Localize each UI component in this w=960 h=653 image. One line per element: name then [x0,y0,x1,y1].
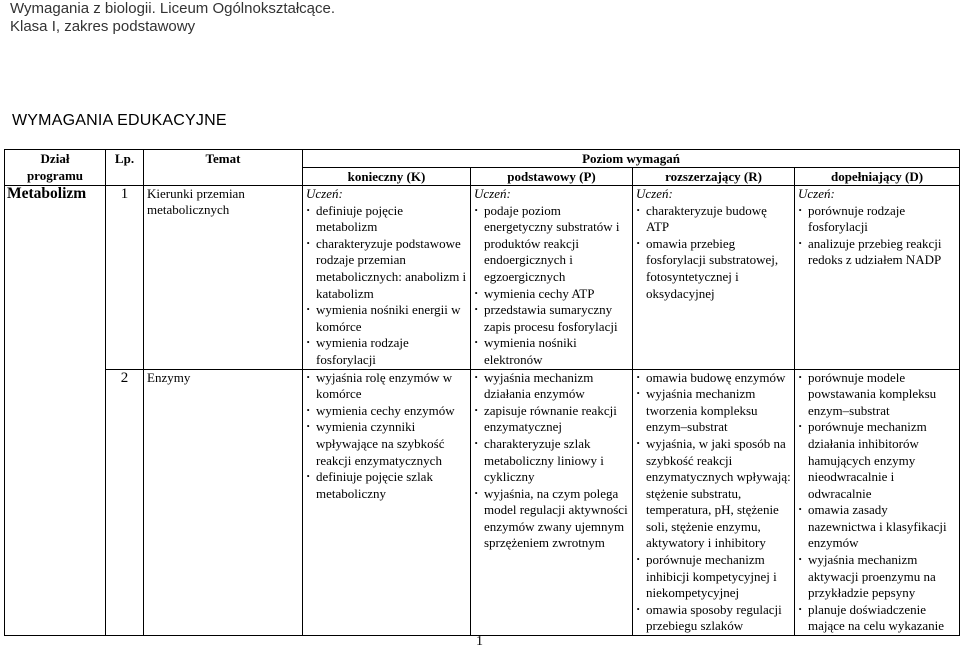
requirement-item: · wyjaśnia mechanizm działania enzymów [474,370,629,403]
requirement-item: · charakteryzuje szlak metaboliczny liniowy i cykliczny [474,436,629,486]
requirement-item: · wymienia czynniki wpływające na szybkość reakcji enzymatycznych [306,419,467,469]
requirement-item: · wymienia rodzaje fosforylacji [306,335,467,368]
requirement-item: · definiuje pojęcie szlak metaboliczny [306,469,467,502]
requirement-item: · wyjaśnia mechanizm tworzenia kompleksu enzym–substrat [636,386,791,436]
requirement-item: · omawia budowę enzymów [636,370,791,387]
cell-rozszerzajacy [633,369,795,636]
requirement-item: · przedstawia sumaryczny zapis procesu fosforylacji [474,302,629,335]
header-lp: Lp. [106,150,144,186]
cell-dopelniajacy [795,369,960,636]
requirement-item: · charakteryzuje budowę ATP [636,203,791,236]
header-dzial: Dział programu [5,150,106,186]
requirement-item: · zapisuje równanie reakcji enzymatycznej [474,403,629,436]
header-level-k: konieczny (K) [303,168,471,186]
uczen-label: Uczeń: [474,186,511,201]
requirement-item: · porównuje mechanizm działania inhibitorów hamujących enzymy nieodwracalnie i odwracalnie [798,419,956,502]
cell-rozszerzajacy [633,186,795,370]
requirement-item: · planuje doświadczenie mające na celu wykazanie [798,602,956,635]
table-header-row-1 [5,150,960,168]
header-level-d: dopełniający (D) [795,168,960,186]
cell-dopelniajacy [795,186,960,370]
requirement-item: · omawia zasady nazewnictwa i klasyfikacji enzymów [798,502,956,552]
section-cell: Metabolizm [5,186,106,636]
requirement-item: · podaje poziom energetyczny substratów i produktów reakcji endoergicznych i egzoergicznych [474,203,629,286]
row-topic: Kierunki przemian metabolicznych [144,186,303,370]
requirement-item: · omawia przebieg fosforylacji substratowej, fotosyntetycznej i oksydacyjnej [636,236,791,302]
requirement-item: · wyjaśnia, na czym polega model regulacji aktywności enzymów zwany ujemnym sprzężeniem zwrotnym [474,486,629,552]
uczen-label: Uczeń: [306,186,343,201]
cell-podstawowy [471,186,633,370]
requirement-item: · porównuje mechanizm inhibicji kompetycyjnej i niekompetycyjnej [636,552,791,602]
requirement-item: · porównuje rodzaje fosforylacji [798,203,956,236]
header-line-2: Klasa I, zakres podstawowy [10,18,196,35]
uczen-label: Uczeń: [636,186,673,201]
requirement-item: · omawia sposoby regulacji przebiegu szlaków [636,602,791,635]
header-line-1: Wymagania z biologii. Liceum Ogólnokształcące. [10,0,336,17]
requirement-item: · wyjaśnia mechanizm aktywacji proenzymu na przykładzie pepsyny [798,552,956,602]
requirement-item: · analizuje przebieg reakcji redoks z udziałem NADP [798,236,956,269]
requirement-item: · charakteryzuje podstawowe rodzaje przemian metabolicznych: anabolizm i katabolizm [306,236,467,302]
requirement-item: · porównuje modele powstawania kompleksu enzym–substrat [798,370,956,420]
cell-konieczny [303,186,471,370]
page-title: WYMAGANIA EDUKACYJNE [12,112,227,129]
row-number: 1 [106,186,144,370]
requirement-item: · wymienia cechy enzymów [306,403,467,420]
requirement-item: · wymienia nośniki elektronów [474,335,629,368]
header-level-r: rozszerzający (R) [633,168,795,186]
cell-podstawowy [471,369,633,636]
requirement-item: · wymienia nośniki energii w komórce [306,302,467,335]
row-number: 2 [106,369,144,636]
requirements-table [4,149,960,636]
requirement-item: · wyjaśnia rolę enzymów w komórce [306,370,467,403]
page-number: 1 [476,634,483,649]
document-header [10,0,335,36]
table-row [5,186,960,370]
cell-konieczny [303,369,471,636]
header-poziom: Poziom wymagań [303,150,960,168]
requirement-item: · definiuje pojęcie metabolizm [306,203,467,236]
uczen-label: Uczeń: [798,186,835,201]
header-level-p: podstawowy (P) [471,168,633,186]
header-temat: Temat [144,150,303,186]
requirement-item: · wymienia cechy ATP [474,286,629,303]
table-row [5,369,960,636]
requirement-item: · wyjaśnia, w jaki sposób na szybkość reakcji enzymatycznych wpływają: stężenie substratu, temperatura, pH, stężenie soli, stężenie enzymu, aktywatory i inhibitory [636,436,791,552]
row-topic: Enzymy [144,369,303,636]
